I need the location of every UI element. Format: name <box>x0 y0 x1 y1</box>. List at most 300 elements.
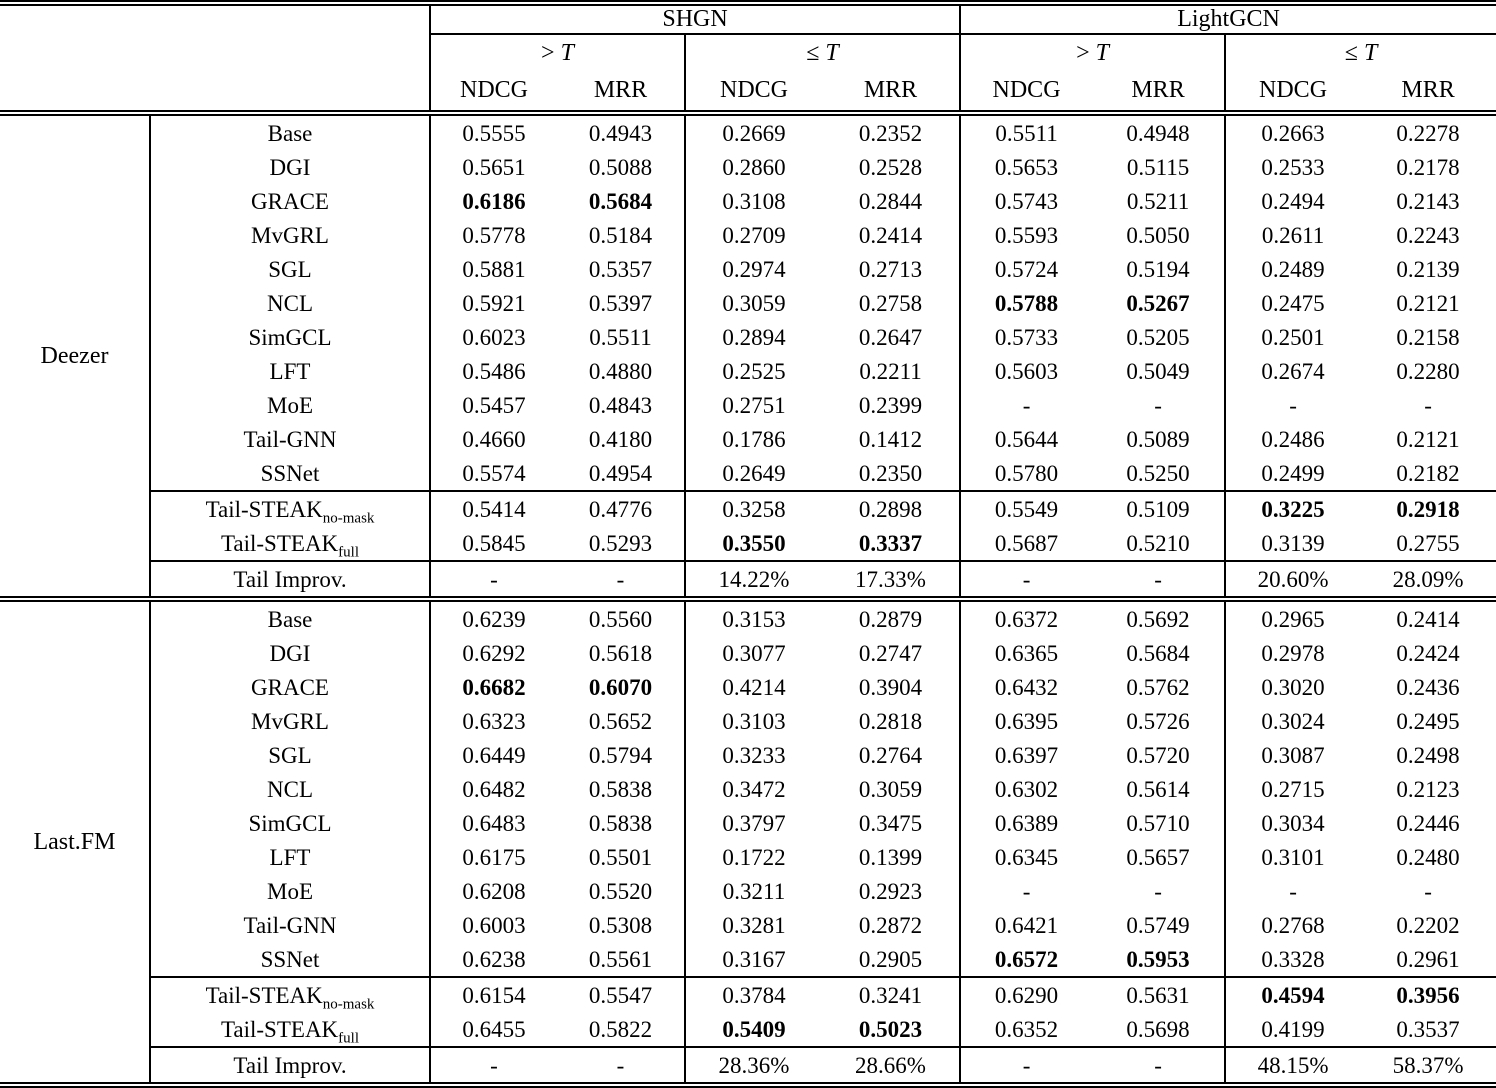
value-cell: 0.1786 <box>722 426 786 452</box>
value-cell: 0.2182 <box>1396 460 1460 486</box>
value-cell: 0.2663 <box>1261 120 1325 146</box>
value-cell: 0.3108 <box>722 188 786 214</box>
value-cell: 0.2414 <box>1396 606 1460 632</box>
value-cell: 0.6482 <box>462 776 526 802</box>
model-label: Tail Improv. <box>150 561 430 599</box>
value-cell: 0.6323 <box>462 708 526 734</box>
table-row <box>0 561 1496 599</box>
value-cell: - <box>1289 878 1297 904</box>
value-cell: 0.5457 <box>462 392 526 418</box>
value-cell: 0.4214 <box>722 674 786 700</box>
value-cell: 0.2669 <box>722 120 786 146</box>
table-row <box>0 772 1496 806</box>
value-cell: 0.3167 <box>722 946 786 972</box>
value-cell: 0.3103 <box>722 708 786 734</box>
subgroup-header-row <box>0 34 1496 71</box>
model-label: SGL <box>150 252 430 286</box>
model-label: DGI <box>150 636 430 670</box>
value-cell: 0.3281 <box>722 912 786 938</box>
value-cell: - <box>1022 878 1031 904</box>
value-cell: 28.66% <box>822 1047 960 1085</box>
value-cell: - <box>1424 392 1432 418</box>
value-cell: - <box>557 561 685 599</box>
table-row <box>0 977 1496 1012</box>
model-variant-subscript: no-mask <box>322 996 375 1013</box>
value-cell: 0.6483 <box>462 810 526 836</box>
value-cell: 0.5109 <box>1092 491 1225 526</box>
value-cell: 0.5561 <box>557 942 685 977</box>
subgroup-shgn-tail <box>685 34 960 71</box>
value-cell: 0.1399 <box>822 840 960 874</box>
value-cell: 0.4660 <box>462 426 526 452</box>
value-cell: 0.2898 <box>822 491 960 526</box>
value-cell: 0.5692 <box>1092 599 1225 636</box>
value-cell: 0.3059 <box>822 772 960 806</box>
less-equal-symbol: ≤ <box>806 39 820 66</box>
value-cell: 0.2860 <box>722 154 786 180</box>
value-cell: 0.3211 <box>722 878 786 904</box>
table-row <box>0 218 1496 252</box>
value-cell: 0.5953 <box>1092 942 1225 977</box>
metric-header-ndcg: NDCG <box>1225 71 1360 113</box>
value-cell: 0.5838 <box>557 772 685 806</box>
value-cell: 0.5743 <box>994 188 1059 214</box>
model-variant-subscript: no-mask <box>322 510 375 527</box>
value-cell: 0.2647 <box>822 320 960 354</box>
metric-header-mrr: MRR <box>1092 71 1225 113</box>
metric-header-ndcg: NDCG <box>685 71 822 113</box>
table-row <box>0 738 1496 772</box>
value-cell: 0.2978 <box>1261 640 1325 666</box>
value-cell: 0.5211 <box>1092 184 1225 218</box>
value-cell: 0.5652 <box>557 704 685 738</box>
value-cell: 0.2501 <box>1261 324 1325 350</box>
model-label: SGL <box>150 738 430 772</box>
value-cell: 58.37% <box>1360 1047 1496 1085</box>
model-label: Base <box>150 599 430 636</box>
value-cell: 0.5115 <box>1092 150 1225 184</box>
value-cell: 0.2480 <box>1396 844 1460 870</box>
value-cell: 0.2905 <box>822 942 960 977</box>
value-cell: 0.5733 <box>994 324 1059 350</box>
model-variant-subscript: full <box>338 544 360 561</box>
value-cell: 0.2424 <box>1396 640 1460 666</box>
value-cell: 0.3233 <box>722 742 786 768</box>
model-label: MoE <box>150 388 430 422</box>
model-label: MvGRL <box>150 218 430 252</box>
value-cell: 0.3087 <box>1261 742 1325 768</box>
model-label: Tail-$STEAK_{no-mask}$ <box>150 977 430 1012</box>
value-cell: 0.2495 <box>1396 708 1460 734</box>
value-cell: 0.5644 <box>994 426 1059 452</box>
value-cell: 0.3797 <box>722 810 786 836</box>
value-cell: 0.3034 <box>1261 810 1325 836</box>
value-cell: - <box>1424 878 1432 904</box>
value-cell: 0.6238 <box>462 946 526 972</box>
value-cell: 0.2211 <box>822 354 960 388</box>
value-cell: 0.5574 <box>462 460 526 486</box>
value-cell: 0.2764 <box>822 738 960 772</box>
value-cell: 0.5547 <box>557 977 685 1012</box>
value-cell: 0.2202 <box>1396 912 1460 938</box>
value-cell: 0.5397 <box>557 286 685 320</box>
value-cell: 0.4594 <box>1225 977 1360 1012</box>
value-cell: 0.5409 <box>722 1016 786 1042</box>
value-cell: 0.2486 <box>1261 426 1325 452</box>
table-row <box>0 252 1496 286</box>
value-cell: - <box>1092 874 1225 908</box>
value-cell: 0.5684 <box>1092 636 1225 670</box>
value-cell: 0.4843 <box>557 388 685 422</box>
model-label: Base <box>150 113 430 150</box>
value-cell: 0.2494 <box>1261 188 1325 214</box>
value-cell: 0.6682 <box>462 674 526 700</box>
value-cell: 0.2894 <box>722 324 786 350</box>
value-cell: 0.5788 <box>994 290 1059 316</box>
value-cell: 0.5684 <box>557 184 685 218</box>
model-label: Tail-$STEAK_{no-mask}$ <box>150 491 430 526</box>
value-cell: 0.6365 <box>994 640 1059 666</box>
value-cell: 0.6023 <box>462 324 526 350</box>
model-label: DGI <box>150 150 430 184</box>
table-row <box>0 150 1496 184</box>
value-cell: 0.5614 <box>1092 772 1225 806</box>
value-cell: 28.09% <box>1360 561 1496 599</box>
empty-corner-cell <box>0 3 430 34</box>
value-cell: 0.6186 <box>462 188 526 214</box>
value-cell: 0.5657 <box>1092 840 1225 874</box>
value-cell: 0.5845 <box>462 530 526 556</box>
value-cell: 17.33% <box>822 561 960 599</box>
value-cell: 0.2352 <box>822 113 960 150</box>
value-cell: - <box>430 1047 557 1085</box>
value-cell: 0.5088 <box>557 150 685 184</box>
value-cell: 0.3258 <box>685 491 822 526</box>
value-cell: 28.36% <box>685 1047 822 1085</box>
empty-corner-cell <box>0 71 430 113</box>
value-cell: 0.3904 <box>822 670 960 704</box>
metric-header-mrr: MRR <box>822 71 960 113</box>
value-cell: - <box>960 561 1092 599</box>
value-cell: 0.6345 <box>994 844 1059 870</box>
value-cell: 0.2758 <box>822 286 960 320</box>
value-cell: 0.2123 <box>1396 776 1460 802</box>
value-cell: 0.5194 <box>1092 252 1225 286</box>
value-cell: 0.5560 <box>557 599 685 636</box>
value-cell: 0.2139 <box>1396 256 1460 282</box>
model-label: LFT <box>150 840 430 874</box>
value-cell: 0.2974 <box>722 256 786 282</box>
value-cell: 0.6449 <box>462 742 526 768</box>
value-cell: 0.3550 <box>722 530 786 556</box>
value-cell: - <box>1289 392 1297 418</box>
value-cell: 0.2918 <box>1360 491 1496 526</box>
value-cell: 0.4199 <box>1261 1016 1325 1042</box>
table-row <box>0 636 1496 670</box>
value-cell: 0.2499 <box>1261 460 1325 486</box>
greater-than-symbol: > <box>1076 39 1090 66</box>
value-cell: 0.5267 <box>1092 286 1225 320</box>
value-cell: 0.5724 <box>994 256 1059 282</box>
value-cell: 20.60% <box>1225 561 1360 599</box>
value-cell: 0.5511 <box>557 320 685 354</box>
threshold-variable: T <box>1095 39 1109 66</box>
model-label: GRACE <box>150 670 430 704</box>
table-row <box>0 491 1496 526</box>
value-cell: 0.4776 <box>557 491 685 526</box>
value-cell: 0.4180 <box>557 422 685 456</box>
model-label: SSNet <box>150 942 430 977</box>
value-cell: 0.2278 <box>1396 120 1460 146</box>
table-row <box>0 840 1496 874</box>
metric-header-ndcg: NDCG <box>960 71 1092 113</box>
value-cell: 0.4948 <box>1092 113 1225 150</box>
value-cell: 0.3225 <box>1225 491 1360 526</box>
value-cell: 0.2498 <box>1396 742 1460 768</box>
table-row <box>0 456 1496 491</box>
value-cell: 14.22% <box>685 561 822 599</box>
table-row <box>0 113 1496 150</box>
value-cell: 0.1722 <box>722 844 786 870</box>
value-cell: 0.5050 <box>1092 218 1225 252</box>
value-cell: 0.2533 <box>1261 154 1325 180</box>
table-row <box>0 704 1496 738</box>
value-cell: 0.2965 <box>1261 606 1325 632</box>
table-row <box>0 874 1496 908</box>
value-cell: 0.2768 <box>1261 912 1325 938</box>
value-cell: 0.2525 <box>722 358 786 384</box>
value-cell: 0.2121 <box>1396 290 1460 316</box>
table-row <box>0 806 1496 840</box>
dataset-label: Deezer <box>0 113 150 599</box>
value-cell: 0.6208 <box>462 878 526 904</box>
value-cell: 0.5205 <box>1092 320 1225 354</box>
value-cell: 0.3472 <box>722 776 786 802</box>
threshold-variable: T <box>825 39 839 66</box>
value-cell: 0.2674 <box>1261 358 1325 384</box>
value-cell: 0.5293 <box>557 526 685 561</box>
value-cell: 0.5710 <box>1092 806 1225 840</box>
value-cell: 0.2350 <box>822 456 960 491</box>
value-cell: 0.2872 <box>822 908 960 942</box>
column-group-lightgcn: LightGCN <box>960 3 1496 34</box>
value-cell: - <box>430 561 557 599</box>
model-label: NCL <box>150 286 430 320</box>
model-label: MoE <box>150 874 430 908</box>
value-cell: - <box>1092 388 1225 422</box>
value-cell: 0.6397 <box>994 742 1059 768</box>
empty-corner-cell <box>0 34 430 71</box>
table-row <box>0 1047 1496 1085</box>
value-cell: 0.5357 <box>557 252 685 286</box>
less-equal-symbol: ≤ <box>1344 39 1358 66</box>
value-cell: 0.2747 <box>822 636 960 670</box>
value-cell: 0.2280 <box>1396 358 1460 384</box>
value-cell: - <box>1092 1047 1225 1085</box>
value-cell: 0.2399 <box>822 388 960 422</box>
value-cell: 0.2961 <box>1396 946 1460 972</box>
value-cell: 0.5631 <box>1092 977 1225 1012</box>
model-label: GRACE <box>150 184 430 218</box>
table-row <box>0 320 1496 354</box>
value-cell: 0.2879 <box>822 599 960 636</box>
value-cell: 0.5698 <box>1092 1012 1225 1047</box>
model-label: Tail-$STEAK_{full}$ <box>150 526 430 561</box>
value-cell: 0.3537 <box>1396 1016 1460 1042</box>
value-cell: 0.6372 <box>994 606 1059 632</box>
value-cell: 0.3956 <box>1360 977 1496 1012</box>
value-cell: 0.5687 <box>994 530 1059 556</box>
value-cell: 0.6292 <box>462 640 526 666</box>
value-cell: 0.2121 <box>1396 426 1460 452</box>
model-label: SSNet <box>150 456 430 491</box>
column-group-shgn: SHGN <box>430 3 960 34</box>
table-row <box>0 354 1496 388</box>
value-cell: 0.6421 <box>994 912 1059 938</box>
value-cell: 0.3020 <box>1261 674 1325 700</box>
value-cell: 0.5250 <box>1092 456 1225 491</box>
table-row <box>0 526 1496 561</box>
table-body <box>0 113 1496 1085</box>
value-cell: 0.5921 <box>462 290 526 316</box>
value-cell: 0.5726 <box>1092 704 1225 738</box>
subgroup-lightgcn-head <box>960 34 1225 71</box>
greater-than-symbol: > <box>541 39 555 66</box>
value-cell: 0.4954 <box>557 456 685 491</box>
value-cell: 0.2143 <box>1396 188 1460 214</box>
value-cell: 0.2178 <box>1396 154 1460 180</box>
value-cell: 0.2611 <box>1261 222 1325 248</box>
value-cell: 0.5778 <box>462 222 526 248</box>
value-cell: 0.3784 <box>685 977 822 1012</box>
value-cell: 0.5049 <box>1092 354 1225 388</box>
value-cell: 0.5794 <box>557 738 685 772</box>
value-cell: 0.2243 <box>1396 222 1460 248</box>
table-row <box>0 422 1496 456</box>
subgroup-shgn-head <box>430 34 685 71</box>
value-cell: - <box>960 1047 1092 1085</box>
value-cell: 0.5511 <box>995 120 1058 146</box>
model-label: Tail-GNN <box>150 908 430 942</box>
value-cell: 0.3241 <box>822 977 960 1012</box>
value-cell: 0.3077 <box>722 640 786 666</box>
model-label: NCL <box>150 772 430 806</box>
value-cell: 0.6154 <box>430 977 557 1012</box>
value-cell: 0.5720 <box>1092 738 1225 772</box>
value-cell: 0.2713 <box>822 252 960 286</box>
group-header-row <box>0 3 1496 34</box>
value-cell: 0.6239 <box>462 606 526 632</box>
value-cell: 0.3328 <box>1261 946 1325 972</box>
value-cell: 0.2436 <box>1396 674 1460 700</box>
value-cell: 0.2475 <box>1261 290 1325 316</box>
model-label: Tail-GNN <box>150 422 430 456</box>
value-cell: 0.5651 <box>462 154 526 180</box>
value-cell: 0.6003 <box>462 912 526 938</box>
value-cell: 0.2923 <box>822 874 960 908</box>
value-cell: - <box>557 1047 685 1085</box>
model-label: MvGRL <box>150 704 430 738</box>
table-row <box>0 670 1496 704</box>
value-cell: 0.5838 <box>557 806 685 840</box>
value-cell: 0.5184 <box>557 218 685 252</box>
value-cell: 0.6432 <box>994 674 1059 700</box>
value-cell: 0.5603 <box>994 358 1059 384</box>
table-row <box>0 908 1496 942</box>
threshold-variable: T <box>1363 39 1378 66</box>
value-cell: 0.5618 <box>557 636 685 670</box>
model-variant-subscript: full <box>338 1030 360 1047</box>
metric-header-mrr: MRR <box>557 71 685 113</box>
model-label: SimGCL <box>150 806 430 840</box>
value-cell: 0.3153 <box>722 606 786 632</box>
table-row <box>0 599 1496 636</box>
value-cell: 0.5501 <box>557 840 685 874</box>
value-cell: - <box>1022 392 1031 418</box>
value-cell: 0.5593 <box>994 222 1059 248</box>
value-cell: 0.5749 <box>1092 908 1225 942</box>
metric-header-mrr: MRR <box>1360 71 1496 113</box>
value-cell: 0.3337 <box>822 526 960 561</box>
value-cell: 0.2649 <box>722 460 786 486</box>
metric-header-row <box>0 71 1496 113</box>
value-cell: 0.6352 <box>994 1016 1059 1042</box>
value-cell: 0.2489 <box>1261 256 1325 282</box>
value-cell: 0.3475 <box>822 806 960 840</box>
value-cell: 0.3101 <box>1261 844 1325 870</box>
table-row <box>0 286 1496 320</box>
value-cell: 0.5414 <box>430 491 557 526</box>
value-cell: 0.2844 <box>822 184 960 218</box>
value-cell: 0.6395 <box>994 708 1059 734</box>
value-cell: 0.5555 <box>462 120 526 146</box>
value-cell: 0.5210 <box>1092 526 1225 561</box>
value-cell: 0.6070 <box>557 670 685 704</box>
subgroup-lightgcn-tail <box>1225 34 1496 71</box>
value-cell: 0.6302 <box>994 776 1059 802</box>
value-cell: 0.5822 <box>557 1012 685 1047</box>
value-cell: 0.4943 <box>557 113 685 150</box>
dataset-label: Last.FM <box>0 599 150 1085</box>
value-cell: 0.5023 <box>822 1012 960 1047</box>
value-cell: 0.2414 <box>822 218 960 252</box>
value-cell: 0.5780 <box>994 460 1059 486</box>
value-cell: 0.2528 <box>822 150 960 184</box>
model-label: Tail Improv. <box>150 1047 430 1085</box>
model-label: SimGCL <box>150 320 430 354</box>
value-cell: 0.6290 <box>960 977 1092 1012</box>
value-cell: 0.2755 <box>1396 530 1460 556</box>
value-cell: 0.6455 <box>462 1016 526 1042</box>
value-cell: 0.3024 <box>1261 708 1325 734</box>
value-cell: 0.2715 <box>1261 776 1325 802</box>
value-cell: 0.5549 <box>960 491 1092 526</box>
value-cell: 0.6175 <box>462 844 526 870</box>
value-cell: - <box>1092 561 1225 599</box>
value-cell: 0.2709 <box>722 222 786 248</box>
value-cell: 0.6389 <box>994 810 1059 836</box>
value-cell: 0.2446 <box>1396 810 1460 836</box>
value-cell: 0.6572 <box>994 946 1059 972</box>
table-row <box>0 184 1496 218</box>
value-cell: 0.2158 <box>1396 324 1460 350</box>
value-cell: 0.5486 <box>462 358 526 384</box>
metric-header-ndcg: NDCG <box>430 71 557 113</box>
value-cell: 48.15% <box>1225 1047 1360 1085</box>
model-label: LFT <box>150 354 430 388</box>
table-header <box>0 3 1496 113</box>
value-cell: 0.5881 <box>462 256 526 282</box>
